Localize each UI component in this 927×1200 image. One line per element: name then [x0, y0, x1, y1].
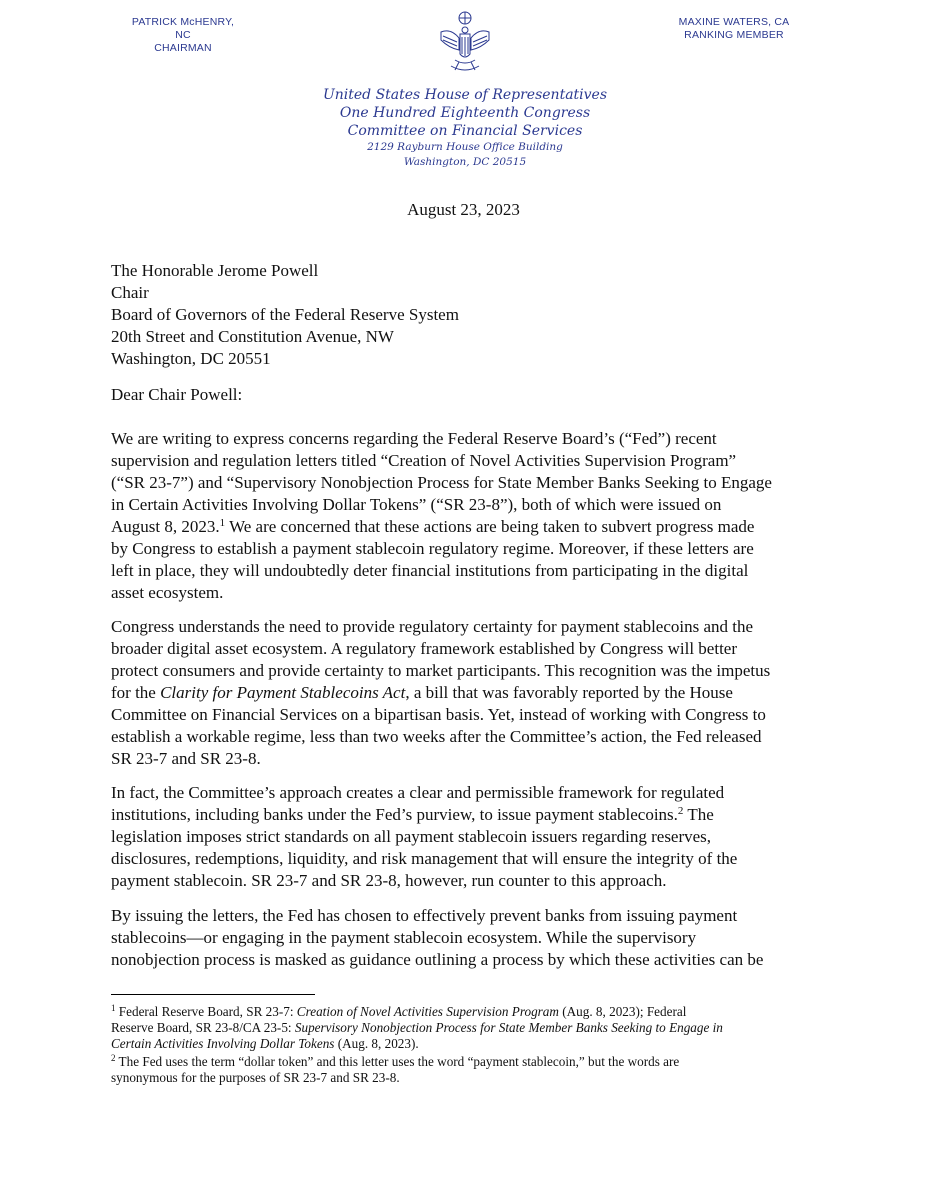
footnote-line: [111, 1054, 841, 1070]
text-line: Congress understands the need to provide regulatory certainty for payment stablecoins and the: [111, 617, 754, 636]
text-line: disclosures, redemptions, liquidity, and risk management that will ensure the integrity of the: [111, 849, 738, 868]
text-line: supervision and regulation letters titled “Creation of Novel Activities Supervision Program”: [111, 451, 737, 470]
text-line: by Congress to establish a payment stablecoin regulatory regime. Moreover, if these letters are: [111, 539, 754, 558]
text-segment: Federal Reserve Board, SR 23-7:: [115, 1004, 297, 1019]
cited-title: Supervisory Nonobjection Process for State Member Banks Seeking to Engage in: [294, 1020, 723, 1035]
text-segment: The: [683, 805, 714, 824]
committee-line-house: United States House of Representatives: [322, 87, 608, 103]
recipient-address: [111, 260, 459, 370]
text-line: protect consumers and provide certainty to market participants. This recognition was the impetus: [111, 661, 771, 680]
text-line: By issuing the letters, the Fed has chosen to effectively prevent banks from issuing payment: [111, 906, 738, 925]
text-line: in Certain Activities Involving Dollar Tokens” (“SR 23-8”), both of which were issued on: [111, 495, 722, 514]
cited-title: Certain Activities Involving Dollar Tokens: [111, 1036, 335, 1051]
text-line: (“SR 23-7”) and “Supervisory Nonobjection Process for State Member Banks Seeking to Engage: [111, 473, 772, 492]
text-line: [111, 682, 831, 704]
address-line: The Honorable Jerome Powell: [111, 261, 319, 280]
footnote-1: [111, 1004, 841, 1052]
footnote-ref-2[interactable]: 2: [677, 805, 684, 817]
committee-line-committee: Committee on Financial Services: [347, 123, 583, 139]
paragraph-2: [111, 616, 831, 770]
salutation: Dear Chair Powell:: [111, 385, 243, 404]
chairman-block: [128, 16, 238, 55]
cited-title: Creation of Novel Activities Supervision Program: [296, 1004, 559, 1019]
letter-date: August 23, 2023: [407, 200, 520, 219]
footnote-line: [111, 1036, 841, 1052]
text-segment: institutions, including banks under the Fed’s purview, to issue payment stablecoins.: [111, 805, 678, 824]
ranking-member-block: [672, 16, 796, 42]
text-segment: Reserve Board, SR 23-8/CA 23-5:: [111, 1020, 295, 1035]
chairman-name: PATRICK McHENRY, NC: [131, 16, 235, 41]
text-line: payment stablecoin. SR 23-7 and SR 23-8, however, run counter to this approach.: [111, 871, 667, 890]
text-line: legislation imposes strict standards on all payment stablecoin issuers regarding reserves,: [111, 827, 712, 846]
text-line: left in place, they will undoubtedly deter financial institutions from participating in the digital: [111, 561, 749, 580]
address-line: Washington, DC 20551: [111, 349, 271, 368]
paragraph-1: [111, 428, 831, 604]
text-segment: (Aug. 8, 2023).: [334, 1036, 419, 1051]
footnote-line: [111, 1020, 841, 1036]
text-segment: for the: [111, 683, 161, 702]
text-line: nonobjection process is masked as guidance outlining a process by which these activities can be: [111, 950, 764, 969]
footnote-line: synonymous for the purposes of SR 23-7 and SR 23-8.: [111, 1070, 400, 1085]
text-segment: (Aug. 8, 2023); Federal: [558, 1004, 687, 1019]
bill-title: Clarity for Payment Stablecoins Act: [160, 683, 406, 702]
footnote-number: 1: [111, 1003, 116, 1013]
text-line: broader digital asset ecosystem. A regulatory framework established by Congress will better: [111, 639, 738, 658]
ranking-member-name: MAXINE WATERS, CA: [678, 16, 790, 28]
text-line: [111, 804, 831, 826]
committee-line-congress: One Hundred Eighteenth Congress: [339, 105, 591, 121]
text-line: SR 23-7 and SR 23-8.: [111, 749, 261, 768]
committee-letterhead: [250, 86, 680, 170]
footnote-number: 2: [111, 1053, 116, 1063]
address-line: Chair: [111, 283, 149, 302]
chairman-title: CHAIRMAN: [154, 42, 212, 54]
text-line: We are writing to express concerns regarding the Federal Reserve Board’s (“Fed”) recent: [111, 429, 717, 448]
paragraph-4: [111, 905, 831, 971]
footnote-ref-1[interactable]: 1: [219, 517, 226, 529]
footnote-divider: [111, 994, 315, 995]
text-segment: We are concerned that these actions are being taken to subvert progress made: [225, 517, 755, 536]
house-seal-eagle-icon: [437, 10, 493, 76]
text-line: asset ecosystem.: [111, 583, 224, 602]
text-segment: The Fed uses the term “dollar token” and this letter uses the word “payment stablecoin,” but the words are: [115, 1054, 680, 1069]
text-line: Committee on Financial Services on a bipartisan basis. Yet, instead of working with Congress to: [111, 705, 766, 724]
footnote-2: [111, 1054, 841, 1086]
committee-line-city: Washington, DC 20515: [403, 156, 527, 168]
address-line: 20th Street and Constitution Avenue, NW: [111, 327, 394, 346]
text-line: establish a workable regime, less than two weeks after the Committee’s action, the Fed released: [111, 727, 762, 746]
text-segment: August 8, 2023.: [111, 517, 220, 536]
text-segment: , a bill that was favorably reported by the House: [405, 683, 733, 702]
committee-line-building: 2129 Rayburn House Office Building: [367, 141, 563, 153]
text-line: [111, 516, 831, 538]
footnote-line: [111, 1004, 841, 1020]
address-line: Board of Governors of the Federal Reserve System: [111, 305, 459, 324]
paragraph-3: [111, 782, 831, 892]
text-line: In fact, the Committee’s approach creates a clear and permissible framework for regulated: [111, 783, 725, 802]
text-line: stablecoins—or engaging in the payment stablecoin ecosystem. While the supervisory: [111, 928, 697, 947]
ranking-member-title: RANKING MEMBER: [684, 29, 784, 41]
